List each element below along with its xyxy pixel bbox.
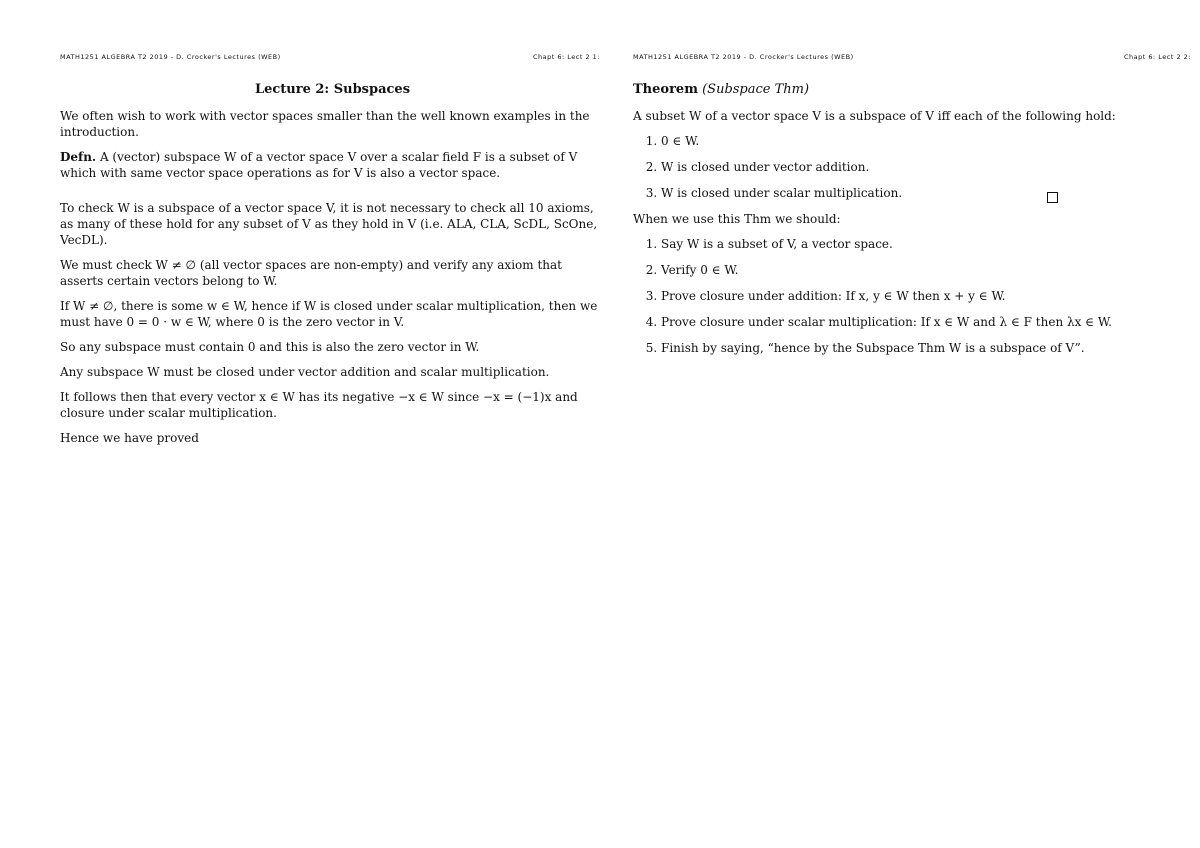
procedure-intro: When we use this Thm we should: — [633, 212, 841, 226]
running-header — [60, 53, 600, 61]
list-item: 1. 0 ∈ W. — [661, 133, 1173, 149]
slide-body — [633, 82, 1173, 366]
header-page-ref: Chapt 6: Lect 2 2: — [1124, 53, 1191, 61]
procedure-steps — [633, 236, 1173, 356]
paragraph: We must check W ≠ ∅ (all vector spaces are non-empty) and verify any axiom that asserts certain vectors belong to W. — [60, 258, 562, 288]
list-item: 4. Prove closure under scalar multiplication: If x ∈ W and λ ∈ F then λx ∈ W. — [661, 314, 1173, 330]
header-page-ref: Chapt 6: Lect 2 1: — [533, 53, 600, 61]
definition-label: Defn. — [60, 150, 97, 164]
slide-page-2 — [600, 0, 1200, 848]
paragraph: So any subspace must contain 0 and this is also the zero vector in W. — [60, 340, 480, 354]
list-item: 1. Say W is a subset of V, a vector space. — [661, 236, 1173, 252]
definition — [60, 149, 605, 181]
running-header — [633, 53, 1191, 61]
list-item: 5. Finish by saying, “hence by the Subspace Thm W is a subspace of V”. — [661, 340, 1173, 356]
intro-paragraph: We often wish to work with vector spaces smaller than the well known examples in the introduction. — [60, 109, 590, 139]
list-item: 3. W is closed under scalar multiplication. — [661, 185, 1173, 201]
paragraph: Any subspace W must be closed under vector addition and scalar multiplication. — [60, 365, 550, 379]
list-item: 2. Verify 0 ∈ W. — [661, 262, 1173, 278]
lecture-title: Lecture 2: Subspaces — [254, 82, 411, 97]
paragraph: If W ≠ ∅, there is some w ∈ W, hence if W is closed under scalar multiplication, then we must have 0 = 0 · w ∈ W, where 0 is the zero vector in V. — [60, 299, 598, 329]
paragraph: It follows then that every vector x ∈ W has its negative −x ∈ W since −x = (−1)x and closure under scalar multiplication. — [60, 390, 578, 420]
header-course-title: MATH1251 ALGEBRA T2 2019 - D. Crocker's Lectures (WEB) — [60, 53, 281, 61]
list-item: 3. Prove closure under addition: If x, y ∈ W then x + y ∈ W. — [661, 288, 1173, 304]
list-item: 2. W is closed under vector addition. — [661, 159, 1173, 175]
definition-text: A (vector) subspace W of a vector space V over a scalar field F is a subset of V which with same vector space operations as for V is also a vector space. — [60, 150, 578, 180]
theorem-statement: A subset W of a vector space V is a subspace of V iff each of the following hold: — [633, 109, 1116, 123]
condition-list — [633, 133, 1173, 201]
header-course-title: MATH1251 ALGEBRA T2 2019 - D. Crocker's Lectures (WEB) — [633, 53, 854, 61]
paragraph: Hence we have proved — [60, 431, 199, 445]
paragraph: To check W is a subspace of a vector space V, it is not necessary to check all 10 axioms, as many of these hold for any subset of V as they hold in V (i.e. ALA, CLA, ScDL, ScOne, VecDL). — [60, 201, 598, 247]
slide-body — [60, 82, 605, 455]
theorem-heading — [633, 82, 1173, 98]
theorem-name: (Subspace Thm) — [702, 82, 810, 97]
qed-box-icon — [1047, 192, 1058, 203]
theorem-label: Theorem — [633, 82, 698, 97]
